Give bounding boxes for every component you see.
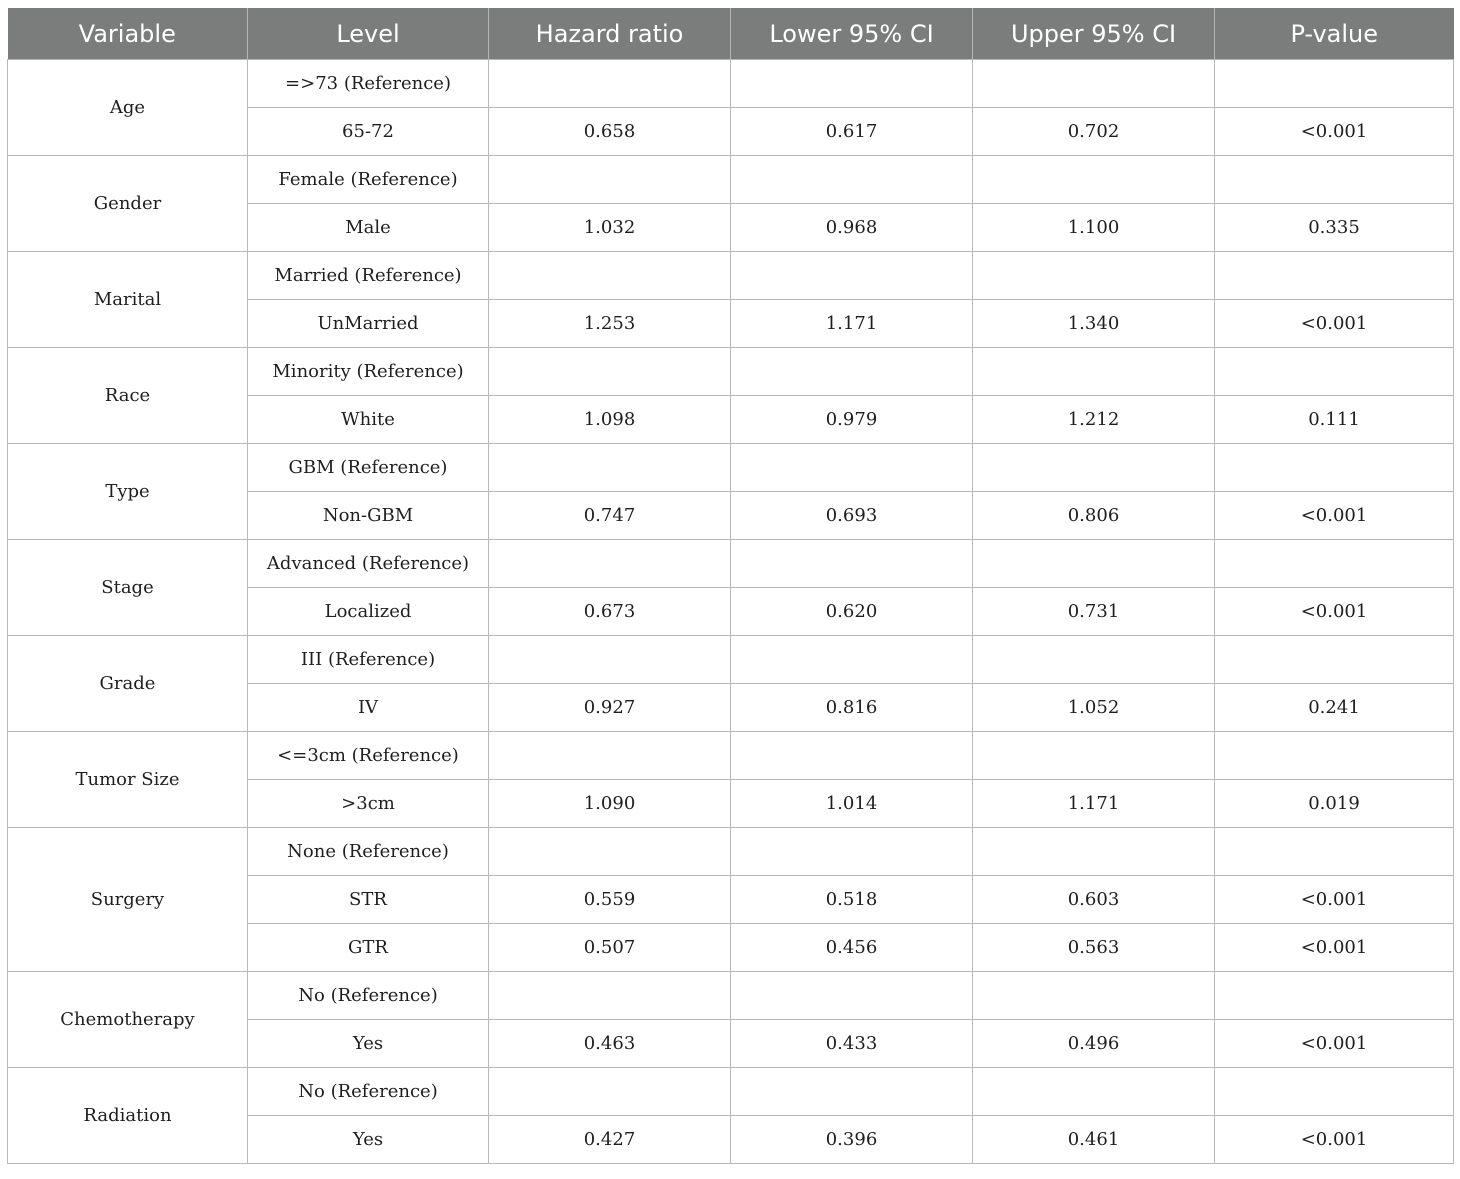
lower-ci-cell: 0.968 xyxy=(731,204,973,252)
lower-ci-cell xyxy=(731,252,973,300)
header-hazard-ratio: Hazard ratio xyxy=(489,8,731,60)
upper-ci-cell xyxy=(973,972,1215,1020)
upper-ci-cell xyxy=(973,348,1215,396)
p-value-cell xyxy=(1215,972,1454,1020)
variable-cell: Type xyxy=(8,444,248,540)
lower-ci-cell: 1.171 xyxy=(731,300,973,348)
upper-ci-cell xyxy=(973,540,1215,588)
table-row xyxy=(8,828,1454,876)
level-cell: Yes xyxy=(248,1116,489,1164)
table-row xyxy=(8,156,1454,204)
p-value-cell: <0.001 xyxy=(1215,1020,1454,1068)
lower-ci-cell xyxy=(731,540,973,588)
level-cell: <=3cm (Reference) xyxy=(248,732,489,780)
lower-ci-cell: 0.816 xyxy=(731,684,973,732)
lower-ci-cell xyxy=(731,156,973,204)
level-cell: =>73 (Reference) xyxy=(248,60,489,108)
hazard-ratio-cell xyxy=(489,972,731,1020)
hazard-ratio-cell: 1.032 xyxy=(489,204,731,252)
p-value-cell: 0.019 xyxy=(1215,780,1454,828)
upper-ci-cell xyxy=(973,60,1215,108)
level-cell: GBM (Reference) xyxy=(248,444,489,492)
header-variable: Variable xyxy=(8,8,248,60)
lower-ci-cell xyxy=(731,1068,973,1116)
lower-ci-cell xyxy=(731,444,973,492)
upper-ci-cell xyxy=(973,732,1215,780)
header-upper-ci: Upper 95% CI xyxy=(973,8,1215,60)
upper-ci-cell xyxy=(973,636,1215,684)
lower-ci-cell: 0.518 xyxy=(731,876,973,924)
hazard-ratio-cell: 0.427 xyxy=(489,1116,731,1164)
upper-ci-cell: 1.171 xyxy=(973,780,1215,828)
lower-ci-cell xyxy=(731,972,973,1020)
level-cell: Married (Reference) xyxy=(248,252,489,300)
upper-ci-cell: 0.563 xyxy=(973,924,1215,972)
lower-ci-cell: 0.456 xyxy=(731,924,973,972)
hazard-ratio-cell xyxy=(489,1068,731,1116)
level-cell: No (Reference) xyxy=(248,972,489,1020)
hazard-ratio-cell: 0.927 xyxy=(489,684,731,732)
p-value-cell: <0.001 xyxy=(1215,588,1454,636)
p-value-cell xyxy=(1215,636,1454,684)
hazard-ratio-cell xyxy=(489,636,731,684)
variable-cell: Surgery xyxy=(8,828,248,972)
lower-ci-cell: 1.014 xyxy=(731,780,973,828)
lower-ci-cell: 0.433 xyxy=(731,1020,973,1068)
p-value-cell: 0.335 xyxy=(1215,204,1454,252)
p-value-cell: <0.001 xyxy=(1215,924,1454,972)
lower-ci-cell: 0.620 xyxy=(731,588,973,636)
variable-cell: Tumor Size xyxy=(8,732,248,828)
table-row xyxy=(8,636,1454,684)
header-lower-ci: Lower 95% CI xyxy=(731,8,973,60)
lower-ci-cell xyxy=(731,60,973,108)
level-cell: Yes xyxy=(248,1020,489,1068)
upper-ci-cell: 1.340 xyxy=(973,300,1215,348)
table-row xyxy=(8,540,1454,588)
header-level: Level xyxy=(248,8,489,60)
hazard-ratio-cell: 1.090 xyxy=(489,780,731,828)
p-value-cell: <0.001 xyxy=(1215,1116,1454,1164)
upper-ci-cell: 1.100 xyxy=(973,204,1215,252)
table-row xyxy=(8,348,1454,396)
p-value-cell: <0.001 xyxy=(1215,300,1454,348)
hazard-ratio-cell: 0.747 xyxy=(489,492,731,540)
level-cell: UnMarried xyxy=(248,300,489,348)
level-cell: IV xyxy=(248,684,489,732)
variable-cell: Marital xyxy=(8,252,248,348)
variable-cell: Age xyxy=(8,60,248,156)
hazard-ratio-cell: 0.507 xyxy=(489,924,731,972)
table-row xyxy=(8,1068,1454,1116)
variable-cell: Race xyxy=(8,348,248,444)
hazard-ratio-cell xyxy=(489,60,731,108)
p-value-cell: <0.001 xyxy=(1215,108,1454,156)
variable-cell: Grade xyxy=(8,636,248,732)
p-value-cell xyxy=(1215,828,1454,876)
hazard-ratio-cell xyxy=(489,540,731,588)
table-row xyxy=(8,252,1454,300)
table-row xyxy=(8,732,1454,780)
level-cell: GTR xyxy=(248,924,489,972)
table-row xyxy=(8,60,1454,108)
lower-ci-cell: 0.693 xyxy=(731,492,973,540)
level-cell: 65-72 xyxy=(248,108,489,156)
hazard-ratio-cell xyxy=(489,348,731,396)
level-cell: White xyxy=(248,396,489,444)
level-cell: Non-GBM xyxy=(248,492,489,540)
level-cell: None (Reference) xyxy=(248,828,489,876)
hazard-ratio-cell: 0.673 xyxy=(489,588,731,636)
hazard-ratio-cell: 1.253 xyxy=(489,300,731,348)
hazard-ratio-cell: 1.098 xyxy=(489,396,731,444)
upper-ci-cell xyxy=(973,828,1215,876)
hazard-ratio-cell: 0.463 xyxy=(489,1020,731,1068)
table-body xyxy=(8,60,1454,1164)
level-cell: STR xyxy=(248,876,489,924)
header-row xyxy=(8,8,1454,60)
level-cell: Minority (Reference) xyxy=(248,348,489,396)
lower-ci-cell xyxy=(731,732,973,780)
hazard-ratio-cell: 0.559 xyxy=(489,876,731,924)
lower-ci-cell xyxy=(731,828,973,876)
upper-ci-cell xyxy=(973,252,1215,300)
variable-cell: Stage xyxy=(8,540,248,636)
level-cell: Advanced (Reference) xyxy=(248,540,489,588)
upper-ci-cell: 1.212 xyxy=(973,396,1215,444)
hazard-ratio-cell xyxy=(489,252,731,300)
upper-ci-cell: 1.052 xyxy=(973,684,1215,732)
upper-ci-cell: 0.731 xyxy=(973,588,1215,636)
level-cell: Female (Reference) xyxy=(248,156,489,204)
lower-ci-cell: 0.979 xyxy=(731,396,973,444)
level-cell: >3cm xyxy=(248,780,489,828)
p-value-cell xyxy=(1215,444,1454,492)
variable-cell: Radiation xyxy=(8,1068,248,1164)
hazard-ratio-table-container xyxy=(7,8,1453,1164)
p-value-cell xyxy=(1215,348,1454,396)
upper-ci-cell: 0.461 xyxy=(973,1116,1215,1164)
lower-ci-cell xyxy=(731,636,973,684)
p-value-cell: 0.111 xyxy=(1215,396,1454,444)
upper-ci-cell: 0.496 xyxy=(973,1020,1215,1068)
level-cell: No (Reference) xyxy=(248,1068,489,1116)
hazard-ratio-table xyxy=(7,8,1454,1164)
upper-ci-cell xyxy=(973,1068,1215,1116)
p-value-cell: 0.241 xyxy=(1215,684,1454,732)
hazard-ratio-cell xyxy=(489,732,731,780)
variable-cell: Chemotherapy xyxy=(8,972,248,1068)
upper-ci-cell: 0.702 xyxy=(973,108,1215,156)
upper-ci-cell: 0.806 xyxy=(973,492,1215,540)
level-cell: Localized xyxy=(248,588,489,636)
p-value-cell xyxy=(1215,156,1454,204)
p-value-cell xyxy=(1215,60,1454,108)
header-p-value: P-value xyxy=(1215,8,1454,60)
hazard-ratio-cell: 0.658 xyxy=(489,108,731,156)
hazard-ratio-cell xyxy=(489,444,731,492)
table-row xyxy=(8,972,1454,1020)
table-header xyxy=(8,8,1454,60)
lower-ci-cell: 0.396 xyxy=(731,1116,973,1164)
table-row xyxy=(8,444,1454,492)
lower-ci-cell: 0.617 xyxy=(731,108,973,156)
p-value-cell: <0.001 xyxy=(1215,876,1454,924)
upper-ci-cell xyxy=(973,444,1215,492)
p-value-cell xyxy=(1215,1068,1454,1116)
variable-cell: Gender xyxy=(8,156,248,252)
level-cell: Male xyxy=(248,204,489,252)
hazard-ratio-cell xyxy=(489,156,731,204)
p-value-cell xyxy=(1215,732,1454,780)
level-cell: III (Reference) xyxy=(248,636,489,684)
p-value-cell xyxy=(1215,540,1454,588)
hazard-ratio-cell xyxy=(489,828,731,876)
upper-ci-cell xyxy=(973,156,1215,204)
upper-ci-cell: 0.603 xyxy=(973,876,1215,924)
lower-ci-cell xyxy=(731,348,973,396)
p-value-cell: <0.001 xyxy=(1215,492,1454,540)
p-value-cell xyxy=(1215,252,1454,300)
